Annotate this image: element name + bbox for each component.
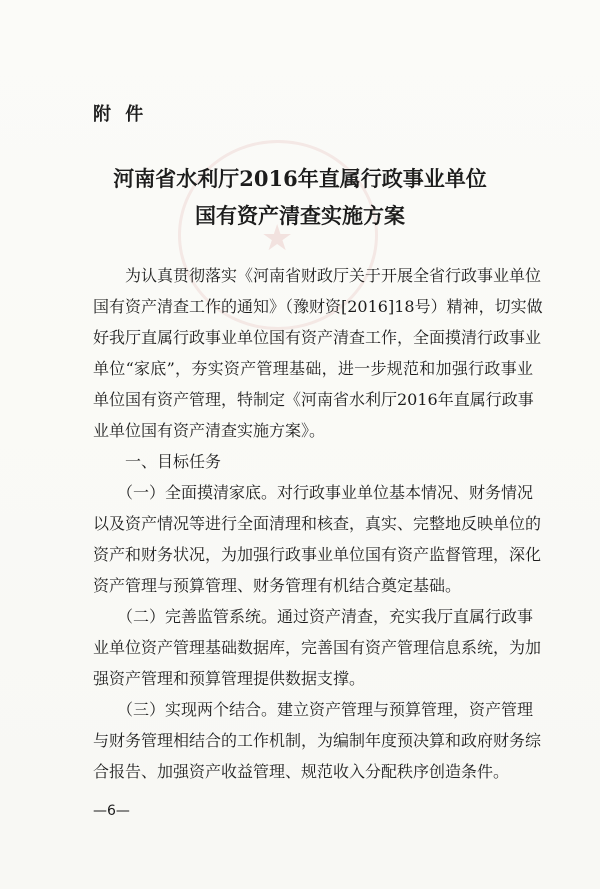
section-heading: 一、目标任务 xyxy=(93,452,222,471)
body-text-line: 单位“家底”，夯实资产管理基础，进一步规范和加强行政事业 xyxy=(93,359,533,378)
document-title-line-2: 国有资产清查实施方案 xyxy=(195,203,405,228)
body-text-line: 强资产管理和预算管理提供数据支撑。 xyxy=(93,669,366,688)
page-number: —6— xyxy=(93,803,130,819)
body-text-line: （一）全面摸清家底。对行政事业单位基本情况、财务情况 xyxy=(93,483,534,502)
body-text-line: （二）完善监管系统。通过资产清查，充实我厅直属行政事 xyxy=(93,607,534,626)
body-text-line: 资产和财务状况，为加强行政事业单位国有资产监督管理，深化 xyxy=(93,545,542,564)
body-text-line: （三）实现两个结合。建立资产管理与预算管理，资产管理 xyxy=(93,700,534,719)
body-text-line: 合报告、加强资产收益管理、规范收入分配秩序创造条件。 xyxy=(93,762,510,781)
body-text-line: 资产管理与预算管理、财务管理有机结合奠定基础。 xyxy=(93,576,462,595)
body-text-line: 单位国有资产管理，特制定《河南省水利厅2016年直属行政事 xyxy=(93,390,534,409)
body-text-line: 好我厅直属行政事业单位国有资产清查工作，全面摸清行政事业 xyxy=(93,328,542,347)
seal-star-icon: ★ xyxy=(261,218,294,259)
body-text-line: 为认真贯彻落实《河南省财政厅关于开展全省行政事业单位 xyxy=(93,266,542,285)
attachment-label: 附 件 xyxy=(93,104,148,125)
body-text-line: 国有资产清查工作的通知》（豫财资[2016]18号）精神，切实做 xyxy=(93,297,543,316)
document-title-line-1: 河南省水利厅2016年直属行政事业单位 xyxy=(113,166,487,191)
document-body xyxy=(93,260,543,787)
body-text-line: 以及资产情况等进行全面清理和核查，真实、完整地反映单位的 xyxy=(93,514,542,533)
body-text-line: 与财务管理相结合的工作机制，为编制年度预决算和政府财务综 xyxy=(93,731,542,750)
body-text-line: 业单位国有资产清查实施方案》。 xyxy=(93,421,326,440)
body-text-line: 业单位资产管理基础数据库，完善国有资产管理信息系统，为加 xyxy=(93,638,542,657)
